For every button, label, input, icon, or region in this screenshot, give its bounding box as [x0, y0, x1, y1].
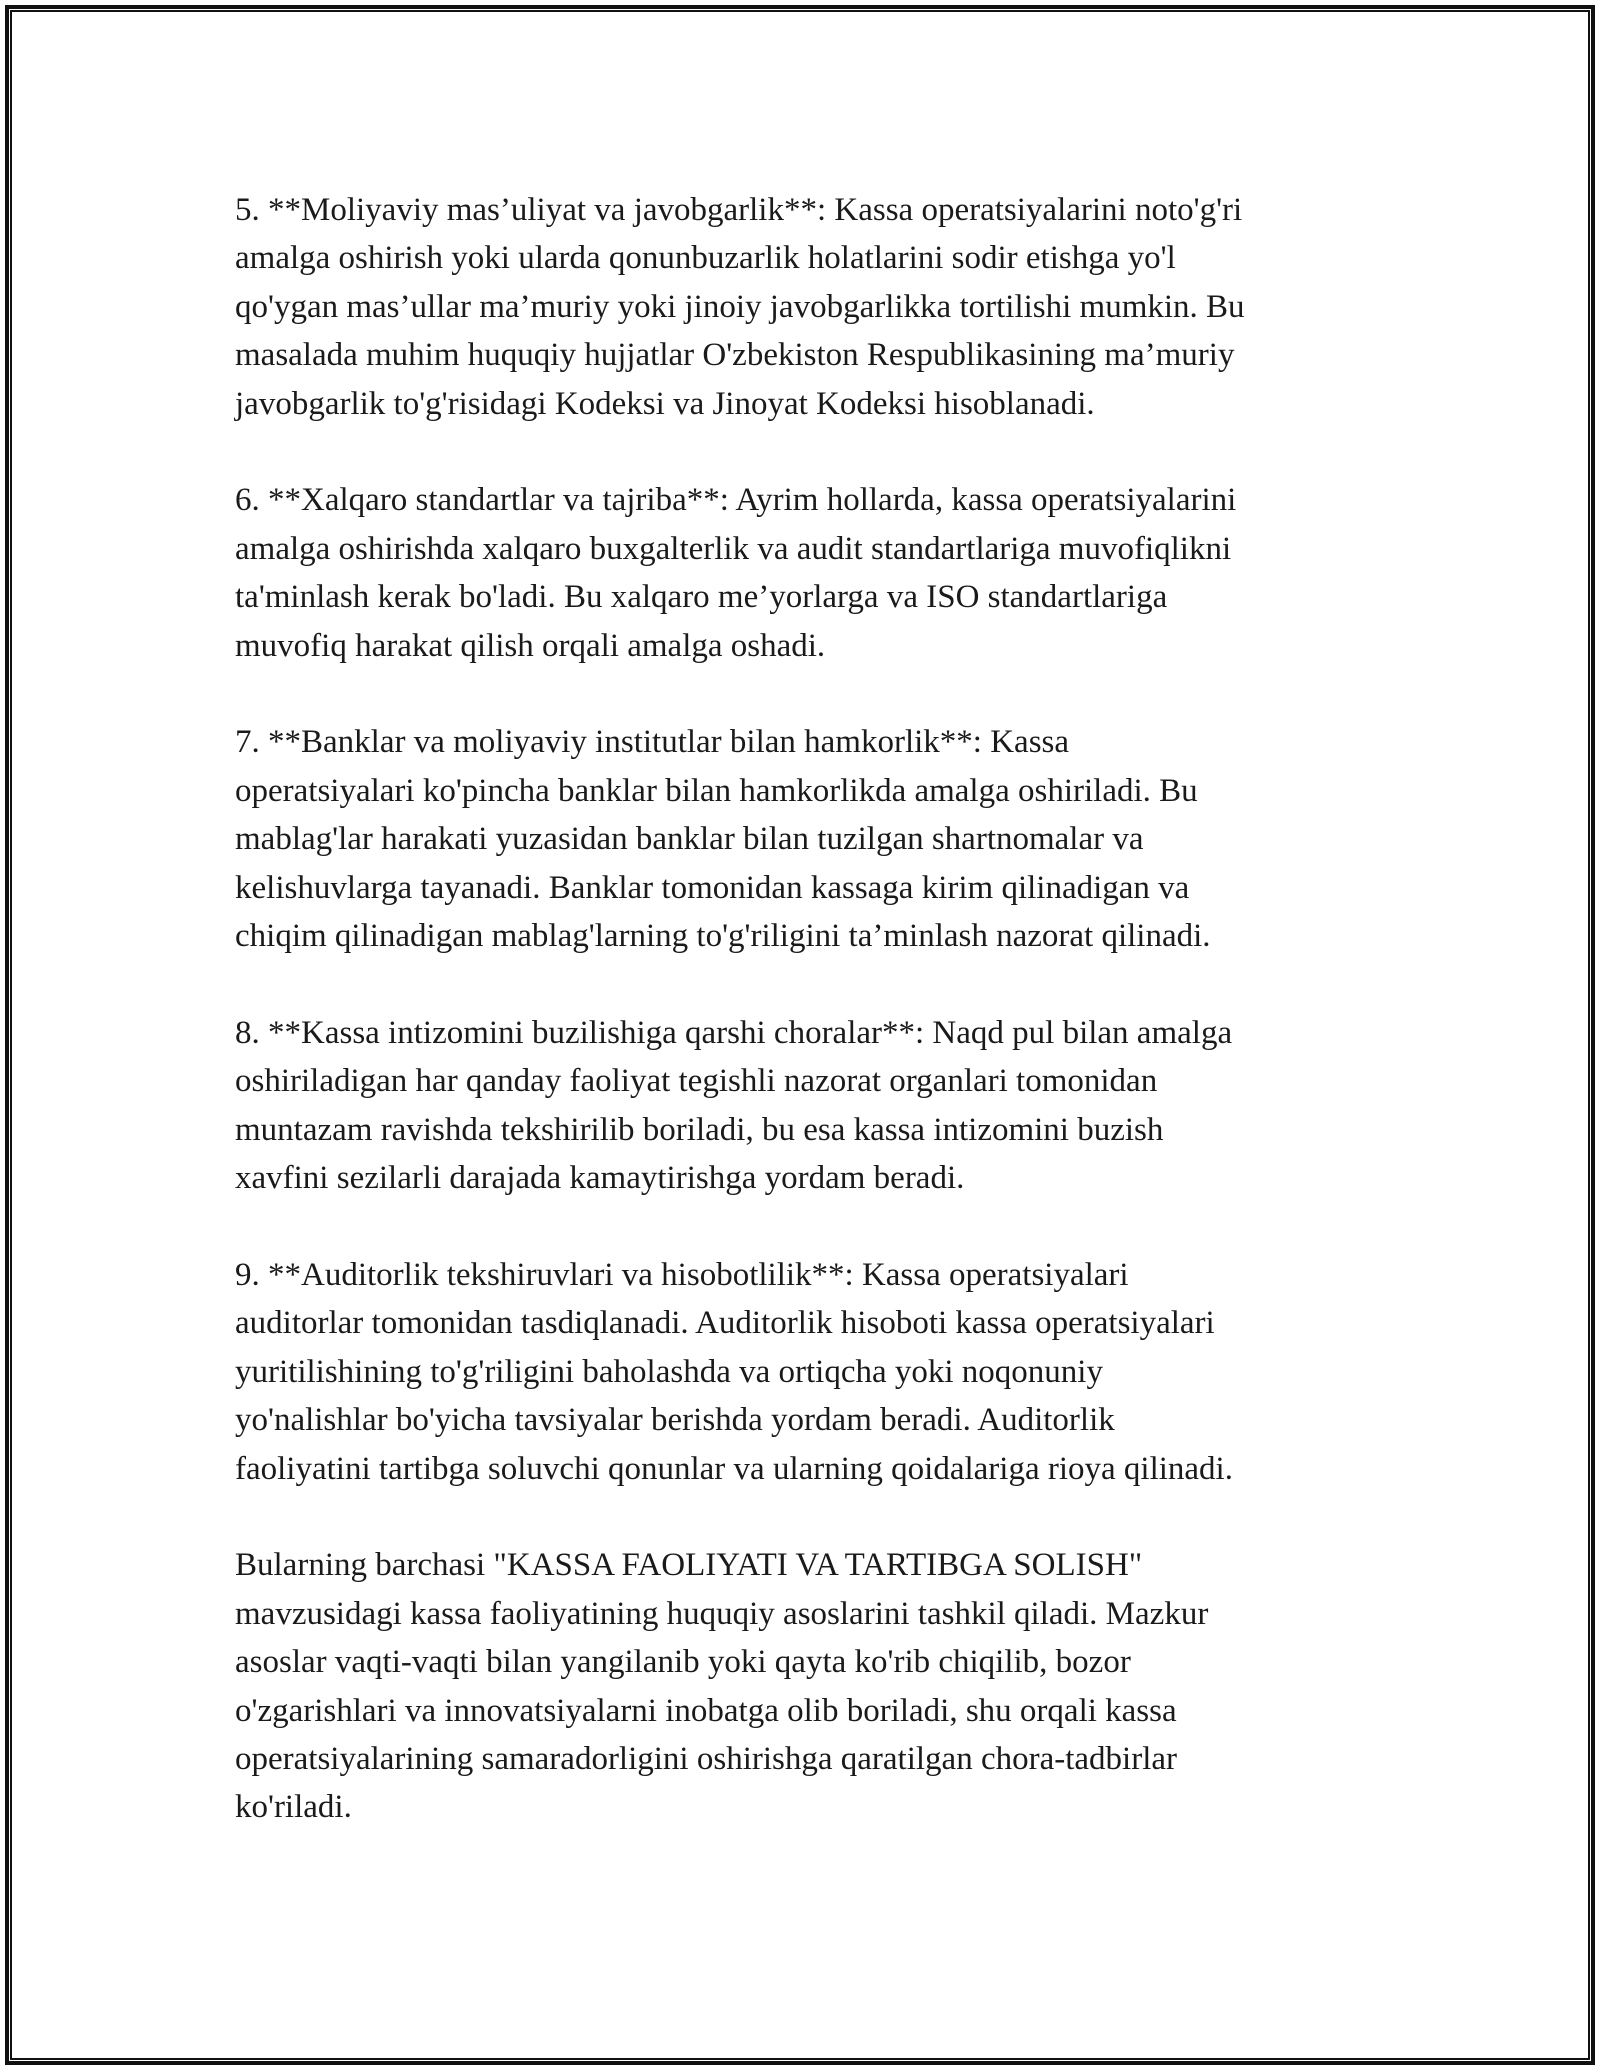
text-line: 6. **Xalqaro standartlar va tajriba**: Ayrim hollarda, kassa operatsiyalarini	[235, 482, 1237, 519]
paragraph-9-audits-reporting	[235, 1251, 1375, 1493]
text-line: faoliyatini tartibga soluvchi qonunlar va ularning qoidalariga rioya qilinadi.	[235, 1450, 1233, 1487]
text-line: operatsiyalari ko'pincha banklar bilan hamkorlikda amalga oshiriladi. Bu	[235, 772, 1198, 809]
text-line: asoslar vaqti-vaqti bilan yangilanib yoki qayta ko'rib chiqilib, bozor	[235, 1644, 1131, 1681]
text-line: yo'nalishlar bo'yicha tavsiyalar berishda yordam beradi. Auditorlik	[235, 1402, 1115, 1439]
text-line: 5. **Moliyaviy mas’uliyat va javobgarlik**: Kassa operatsiyalarini noto'g'ri	[235, 192, 1243, 228]
text-line: ko'riladi.	[235, 1789, 352, 1826]
paragraph-5-financial-responsibility	[235, 186, 1375, 428]
text-line: 8. **Kassa intizomini buzilishiga qarshi choralar**: Naqd pul bilan amalga	[235, 1014, 1233, 1051]
paragraph-conclusion	[235, 1541, 1375, 1831]
text-line: kelishuvlarga tayanadi. Banklar tomonidan kassaga kirim qilinadigan va	[235, 869, 1190, 906]
text-line: 9. **Auditorlik tekshiruvlari va hisobotlilik**: Kassa operatsiyalari	[235, 1256, 1129, 1293]
text-line: amalga oshirish yoki ularda qonunbuzarlik holatlarini sodir etishga yo'l	[235, 240, 1176, 277]
paragraph-8-cash-discipline-measures	[235, 1009, 1375, 1203]
text-line: javobgarlik to'g'risidagi Kodeksi va Jinoyat Kodeksi hisoblanadi.	[235, 385, 1095, 422]
text-line: chiqim qilinadigan mablag'larning to'g'riligini ta’minlash nazorat qilinadi.	[235, 918, 1211, 955]
text-line: mavzusidagi kassa faoliyatining huquqiy asoslarini tashkil qiladi. Mazkur	[235, 1595, 1209, 1632]
text-line: auditorlar tomonidan tasdiqlanadi. Auditorlik hisoboti kassa operatsiyalari	[235, 1305, 1215, 1342]
text-line: mablag'lar harakati yuzasidan banklar bilan tuzilgan shartnomalar va	[235, 821, 1144, 858]
text-line: ta'minlash kerak bo'ladi. Bu xalqaro me’yorlarga va ISO standartlariga	[235, 579, 1168, 616]
text-line: muntazam ravishda tekshirilib boriladi, bu esa kassa intizomini buzish	[235, 1111, 1164, 1148]
document-body	[235, 186, 1375, 1832]
text-line: o'zgarishlari va innovatsiyalarni inobatga olib boriladi, shu orqali kassa	[235, 1692, 1177, 1729]
text-line: xavfini sezilarli darajada kamaytirishga yordam beradi.	[235, 1160, 965, 1197]
text-line: yuritilishining to'g'riligini baholashda va ortiqcha yoki noqonuniy	[235, 1353, 1103, 1390]
text-line: 7. **Banklar va moliyaviy institutlar bilan hamkorlik**: Kassa	[235, 724, 1070, 761]
paragraph-7-bank-cooperation	[235, 718, 1375, 960]
text-line: masalada muhim huquqiy hujjatlar O'zbekiston Respublikasining ma’muriy	[235, 337, 1235, 374]
text-line: amalga oshirishda xalqaro buxgalterlik va audit standartlariga muvofiqlikni	[235, 530, 1232, 567]
text-line: operatsiyalarining samaradorligini oshirishga qaratilgan chora-tadbirlar	[235, 1740, 1177, 1777]
text-line: Bularning barchasi "KASSA FAOLIYATI VA TARTIBGA SOLISH"	[235, 1547, 1143, 1584]
text-line: qo'ygan mas’ullar ma’muriy yoki jinoiy javobgarlikka tortilishi mumkin. Bu	[235, 288, 1245, 325]
text-line: oshiriladigan har qanday faoliyat tegishli nazorat organlari tomonidan	[235, 1063, 1158, 1100]
text-line: muvofiq harakat qilish orqali amalga oshadi.	[235, 627, 826, 664]
paragraph-6-international-standards	[235, 476, 1375, 670]
